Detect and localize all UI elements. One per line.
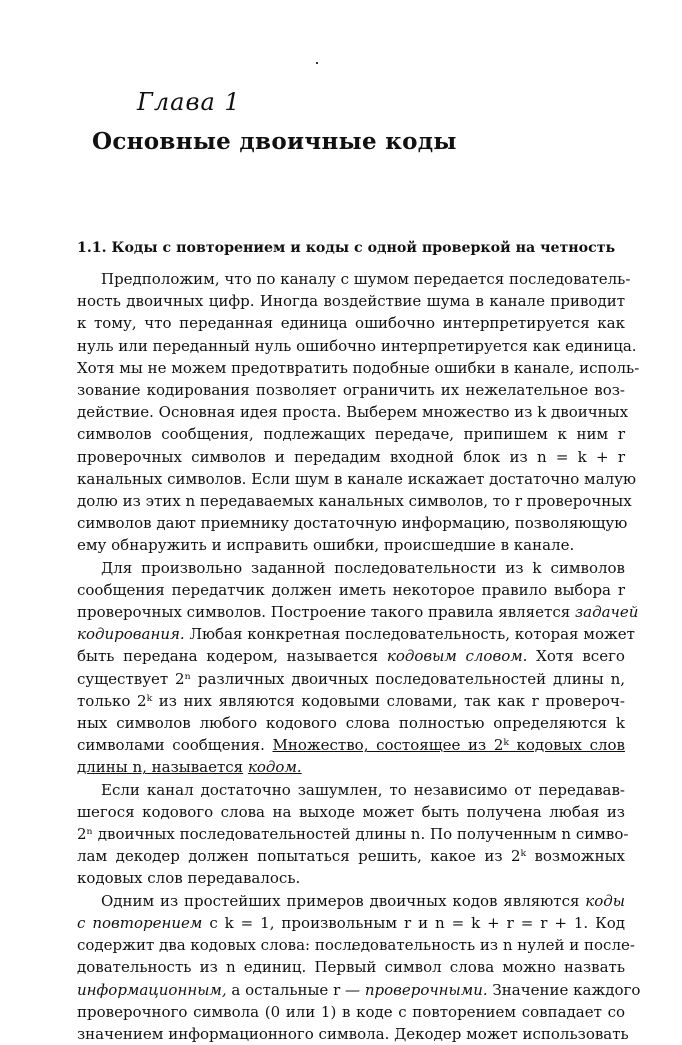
chapter-label: Глава 1 bbox=[137, 88, 241, 116]
text-line: Предположим, что по каналу с шумом передается последователь- bbox=[101, 270, 631, 288]
text-line: кодирования. Любая конкретная последовательность, которая может bbox=[77, 625, 635, 644]
body-text bbox=[77, 268, 641, 1045]
text-line: значением информационного символа. Декодер может использовать bbox=[77, 1024, 629, 1043]
text-line: Хотя мы не можем предотвратить подобные ошибки в канале, исполь- bbox=[77, 358, 640, 377]
text-line: Одним из простейших примеров двоичных кодов являются коды bbox=[101, 891, 625, 910]
text-line: долю из этих n передаваемых канальных символов, то r проверочных bbox=[77, 492, 632, 511]
text-line: с повторением с k = 1, произвольным r и n = k + r = r + 1. Код bbox=[77, 913, 625, 932]
text-line: довательность из n единиц. Первый символ слова можно назвать bbox=[77, 958, 625, 977]
text-line: канальных символов. Если шум в канале искажает достаточно малую bbox=[77, 469, 637, 488]
section-title: 1.1. Коды с повторением и коды с одной проверкой на четность bbox=[77, 240, 616, 256]
text-line: ных символов любого кодового слова полностью определяются k bbox=[77, 714, 625, 733]
text-line: сообщения передатчик должен иметь некоторое правило выбора r bbox=[77, 580, 625, 599]
text-line: информационным, а остальные r — проверочными. Значение каждого bbox=[77, 980, 641, 999]
text-line: проверочных символов и передадим входной блок из n = k + r bbox=[77, 447, 625, 466]
text-line: быть передана кодером, называется кодовым словом. Хотя всего bbox=[77, 647, 625, 666]
text-line: действие. Основная идея проста. Выберем множество из k двоичных bbox=[77, 403, 629, 422]
text-line: ность двоичных цифр. Иногда воздействие шума в канале приводит bbox=[77, 292, 625, 311]
text-line: зование кодирования позволяет ограничить их нежелательное воз- bbox=[77, 381, 625, 400]
text-line: существует 2ⁿ различных двоичных последовательностей длины n, bbox=[77, 669, 625, 688]
text-line: проверочного символа (0 или 1) в коде с повторением совпадает со bbox=[77, 1002, 625, 1021]
text-line: только 2ᵏ из них являются кодовыми словами, так как r провероч- bbox=[77, 691, 625, 710]
text-line: символами сообщения. Множество, состоящее из 2ᵏ кодовых слов bbox=[77, 736, 625, 755]
text-line: Если канал достаточно зашумлен, то независимо от передавав- bbox=[101, 780, 625, 799]
text-line: проверочных символов. Построение такого правила является задачей bbox=[77, 603, 639, 622]
text-line: кодовых слов передавалось. bbox=[77, 869, 301, 888]
text-line: символов дают приемнику достаточную информацию, позволяющую bbox=[77, 514, 628, 533]
text-line: ему обнаружить и исправить ошибки, происшедшие в канале. bbox=[77, 536, 575, 555]
text-line: нуль или переданный нуль ошибочно интерпретируется как единица. bbox=[77, 336, 637, 355]
text-line: символов сообщения, подлежащих передаче, припишем к ним r bbox=[77, 425, 625, 444]
text-line: 2ⁿ двоичных последовательностей длины n. По полученным n симво- bbox=[77, 825, 629, 844]
text-line: лам декодер должен попытаться решить, какое из 2ᵏ возможных bbox=[77, 847, 625, 866]
print-speck bbox=[316, 62, 318, 64]
text-line: к тому, что переданная единица ошибочно интерпретируется как bbox=[77, 314, 625, 333]
chapter-title: Основные двоичные коды bbox=[92, 128, 457, 155]
text-line: шегося кодового слова на выходе может быть получена любая из bbox=[77, 802, 625, 821]
text-line: длины n, называется кодом. bbox=[77, 758, 302, 777]
text-line: Для произвольно заданной последовательности из k символов bbox=[101, 558, 625, 577]
text-line: содержит два кодовых слова: последовательность из n нулей и после- bbox=[77, 936, 635, 955]
